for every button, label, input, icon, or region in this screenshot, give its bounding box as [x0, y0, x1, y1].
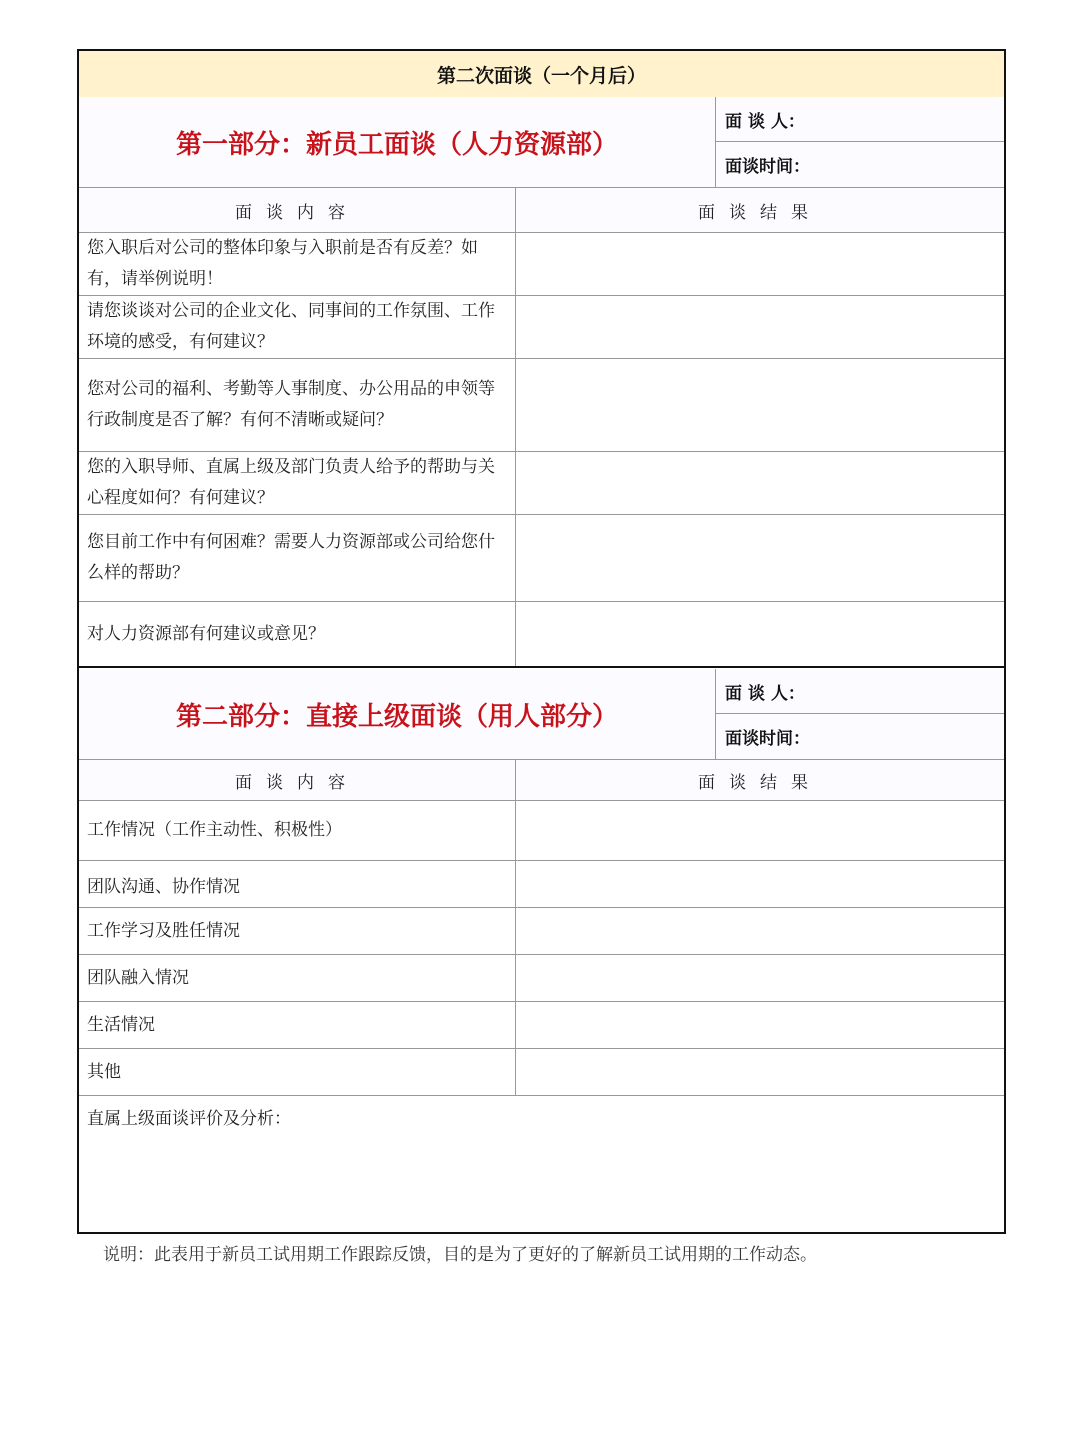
part2-column-header	[79, 760, 1004, 801]
part1-col-content: 面谈内容	[79, 188, 516, 232]
table-row	[79, 955, 1004, 1002]
part1-interviewer-label: 面 谈 人：	[725, 111, 805, 132]
table-row	[79, 452, 1004, 515]
part2-col-result: 面谈结果	[698, 772, 822, 793]
part1-title: 第一部分：新员工面谈（人力资源部）	[79, 97, 716, 187]
answer-cell[interactable]	[516, 1002, 1004, 1048]
question-cell: 您入职后对公司的整体印象与入职前是否有反差？如有，请举例说明！	[79, 233, 516, 295]
part1-time-label: 面谈时间：	[725, 157, 810, 177]
answer-cell[interactable]	[516, 452, 1004, 514]
table-row	[79, 233, 1004, 296]
table-row	[79, 861, 1004, 908]
question-cell: 对人力资源部有何建议或意见？	[79, 602, 516, 666]
table-row	[79, 602, 1004, 668]
item-cell: 团队沟通、协作情况	[79, 861, 516, 907]
part2-title: 第二部分：直接上级面谈（用人部分）	[79, 669, 716, 759]
answer-cell[interactable]	[516, 296, 1004, 358]
item-cell: 团队融入情况	[79, 955, 516, 1001]
table-row	[79, 801, 1004, 861]
question-cell: 您对公司的福利、考勤等人事制度、办公用品的申领等行政制度是否了解？有何不清晰或疑问？	[79, 359, 516, 451]
table-row	[79, 1049, 1004, 1096]
part2-col-content: 面谈内容	[79, 760, 516, 800]
table-row	[79, 908, 1004, 955]
table-row	[79, 515, 1004, 602]
item-cell: 工作学习及胜任情况	[79, 908, 516, 954]
part2-time-label: 面谈时间：	[725, 729, 810, 749]
form-note: 说明：此表用于新员工试用期工作跟踪反馈，目的是为了更好的了解新员工试用期的工作动态。	[103, 1245, 817, 1265]
answer-cell[interactable]	[516, 602, 1004, 666]
item-cell: 生活情况	[79, 1002, 516, 1048]
answer-cell[interactable]	[516, 359, 1004, 451]
question-cell: 请您谈谈对公司的企业文化、同事间的工作氛围、工作环境的感受，有何建议？	[79, 296, 516, 358]
table-row	[79, 296, 1004, 359]
question-cell: 您的入职导师、直属上级及部门负责人给予的帮助与关心程度如何？有何建议？	[79, 452, 516, 514]
part2-interviewer-field[interactable]	[716, 669, 1004, 714]
question-cell: 您目前工作中有何困难？需要人力资源部或公司给您什么样的帮助？	[79, 515, 516, 601]
answer-cell[interactable]	[516, 955, 1004, 1001]
table-row	[79, 359, 1004, 452]
evaluation-area[interactable]	[79, 1096, 1004, 1232]
part1-header	[79, 97, 1004, 188]
item-cell: 工作情况（工作主动性、积极性）	[79, 801, 516, 860]
answer-cell[interactable]	[516, 1049, 1004, 1095]
part1-col-result: 面谈结果	[698, 202, 822, 223]
form-title: 第二次面谈（一个月后）	[436, 64, 646, 87]
part1-interviewer-field[interactable]	[716, 97, 1004, 142]
part2-time-field[interactable]	[716, 714, 1004, 759]
evaluation-label: 直属上级面谈评价及分析：	[87, 1109, 291, 1129]
form-title-banner	[79, 51, 1004, 98]
answer-cell[interactable]	[516, 908, 1004, 954]
answer-cell[interactable]	[516, 801, 1004, 860]
table-row	[79, 1002, 1004, 1049]
answer-cell[interactable]	[516, 861, 1004, 907]
item-cell: 其他	[79, 1049, 516, 1095]
interview-form-table	[77, 49, 1006, 1234]
answer-cell[interactable]	[516, 515, 1004, 601]
part1-column-header	[79, 188, 1004, 233]
answer-cell[interactable]	[516, 233, 1004, 295]
part1-time-field[interactable]	[716, 142, 1004, 187]
part2-header	[79, 669, 1004, 760]
part2-interviewer-label: 面 谈 人：	[725, 683, 805, 704]
